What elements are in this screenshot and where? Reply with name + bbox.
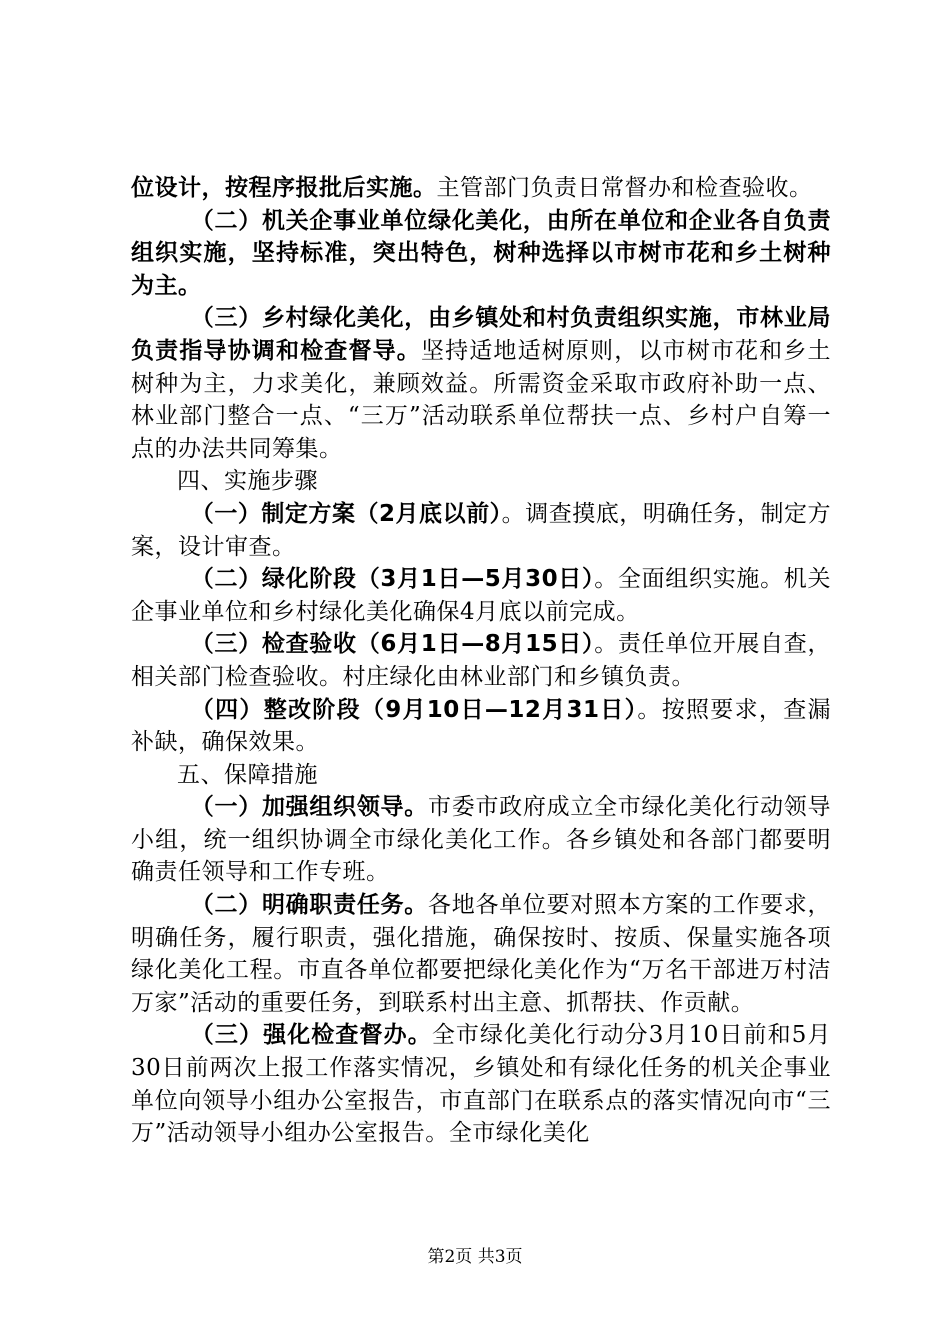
normal-run: 四、实施步骤	[177, 468, 318, 495]
paragraph-9	[131, 791, 831, 889]
paragraph-11	[131, 1019, 831, 1149]
bold-run: （二）明确职责任务。	[190, 892, 428, 919]
bold-run: （三）检查验收（6月1日—8月15日）	[190, 631, 595, 658]
bold-run: （二）绿化阶段（3月1日—5月30日）	[190, 566, 595, 593]
bold-run: （二）机关企事业单位绿化美化，由所在单位和企业各自负责组织实施，坚持标准，突出特色，树种选择以市树市花和乡土树种为主。	[131, 207, 831, 299]
normal-run: 五、保障措施	[177, 761, 318, 788]
page-footer: 第2页 共3页	[427, 1247, 523, 1267]
normal-run: 。调查摸底，明确任务，制定方案，设计审查。	[131, 500, 832, 560]
paragraph-10	[131, 889, 831, 1019]
paragraph-6	[131, 628, 831, 693]
section-heading-4	[131, 465, 831, 498]
paragraph-7	[131, 694, 831, 759]
bold-run: （一）加强组织领导。	[190, 794, 428, 821]
document-body	[131, 172, 831, 1150]
bold-run: 位设计，按程序报批后实施。	[131, 175, 437, 201]
normal-run: 坚持适地适树原则，以市树市花和乡土树种为主，力求美化，兼顾效益。所需资金采取市政府补助一点、林业部门整合一点、“三万”活动联系单位帮扶一点、乡村户自筹一点的办法共同筹集。	[131, 337, 832, 462]
normal-run: 。责任单位开展自查，相关部门检查验收。村庄绿化由林业部门和乡镇负责。	[131, 631, 831, 690]
paragraph-0	[131, 172, 831, 205]
paragraph-1	[131, 205, 831, 303]
normal-run: 主管部门负责日常督办和检查验收。	[436, 175, 813, 201]
normal-run: 全市绿化美化行动分3月10日前和5月30日前两次上报工作落实情况，乡镇处和有绿化任务的机关企事业单位向领导小组办公室报告，市直部门在联系点的落实情况向市“三万”活动领导小组办公室报告。全市绿化美化	[131, 1022, 831, 1147]
paragraph-5	[131, 563, 831, 628]
section-heading-5	[131, 759, 831, 792]
normal-run: 各地各单位要对照本方案的工作要求，明确任务，履行职责，强化措施，确保按时、按质、保量实施各项绿化美化工程。市直各单位都要把绿化美化作为“万名干部进万村洁万家”活动的重要任务，到联系村出主意、抓帮扶、作贡献。	[131, 892, 832, 1016]
paragraph-2	[131, 302, 831, 465]
normal-run: 。按照要求，查漏补缺，确保效果。	[131, 696, 831, 756]
bold-run: （四）整改阶段（9月10日—12月31日）	[190, 696, 638, 723]
bold-run: （一）制定方案（2月底以前）	[190, 500, 502, 527]
normal-run: 市委市政府成立全市绿化美化行动领导小组，统一组织协调全市绿化美化工作。各乡镇处和各部门都要明确责任领导和工作专班。	[131, 794, 832, 886]
bold-run: （三）乡村绿化美化，由乡镇处和村负责组织实施，市林业局负责指导协调和检查督导。	[131, 305, 831, 364]
normal-run: 。全面组织实施。机关企事业单位和乡村绿化美化确保4月底以前完成。	[131, 566, 831, 625]
bold-run: （三）强化检查督办。	[190, 1022, 432, 1049]
paragraph-4	[131, 498, 831, 563]
